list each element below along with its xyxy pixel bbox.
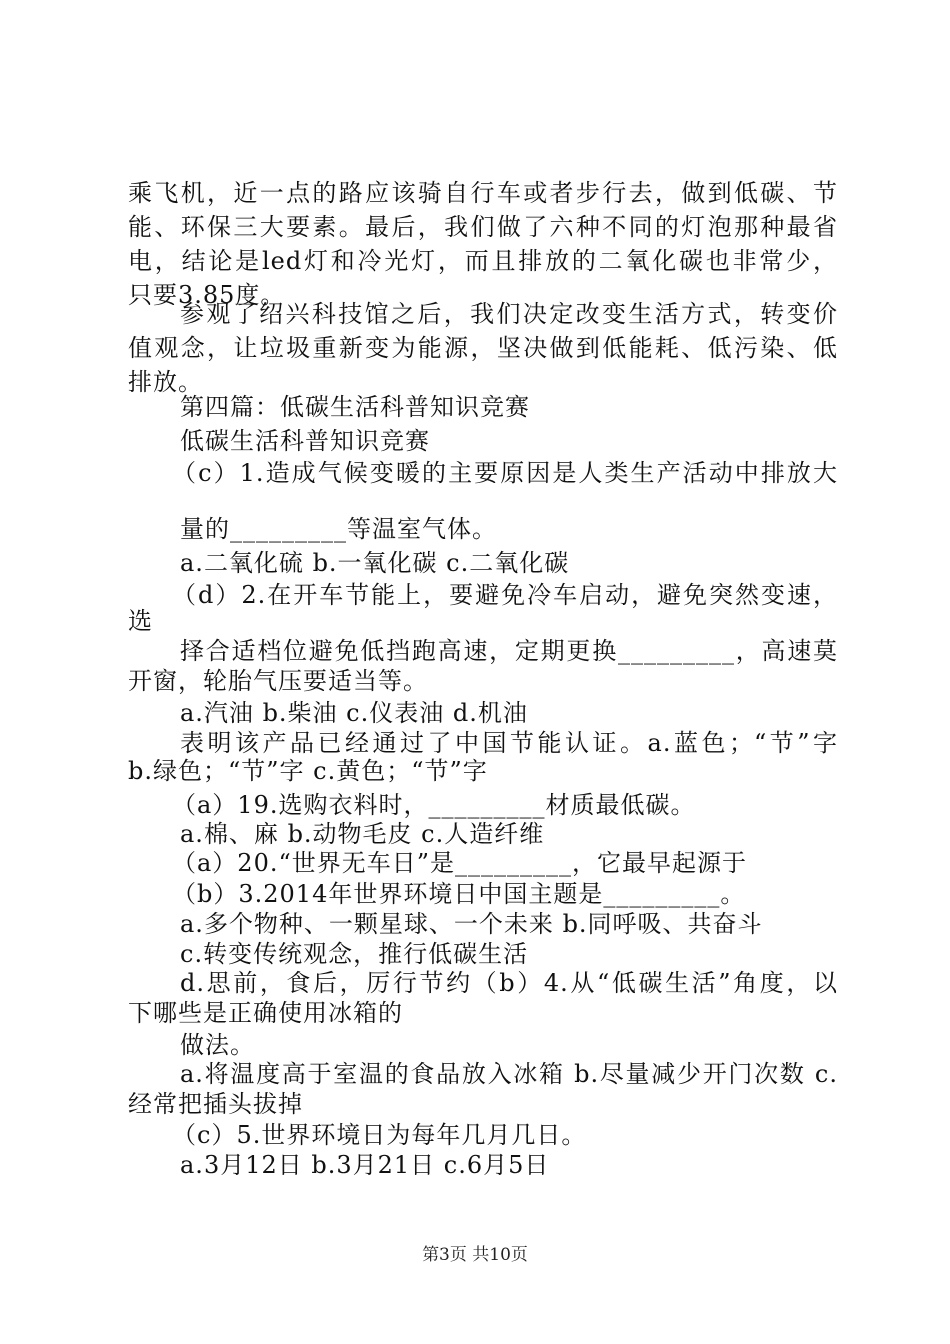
- text-line: c.转变传统观念，推行低碳生活: [180, 940, 529, 968]
- text-line: 排放。: [128, 368, 203, 396]
- text-line: a.汽油 b.柴油 c.仪表油 d.机油: [180, 699, 528, 727]
- text-line: b.绿色；“节”字 c.黄色；“节”字: [128, 757, 488, 785]
- text-line: 经常把插头拔掉: [128, 1090, 303, 1118]
- text-line: （a）19.选购衣料时，_________材质最低碳。: [172, 791, 696, 819]
- text-line: d.思前，食后，厉行节约（b）4.从“低碳生活”角度，以: [180, 969, 838, 997]
- text-line: 参观了绍兴科技馆之后，我们决定改变生活方式，转变价: [180, 300, 838, 328]
- text-line: a.二氧化硫 b.一氧化碳 c.二氧化碳: [180, 549, 570, 577]
- text-line: 量的_________等温室气体。: [180, 515, 497, 543]
- text-line: a.棉、麻 b.动物毛皮 c.人造纤维: [180, 820, 545, 848]
- text-line: a.将温度高于室温的食品放入冰箱 b.尽量减少开门次数 c.: [180, 1060, 838, 1088]
- text-line: （c）5.世界环境日为每年几月几日。: [172, 1121, 587, 1149]
- text-line: 只要3.85度。: [128, 281, 286, 309]
- text-line: 乘飞机，近一点的路应该骑自行车或者步行去，做到低碳、节: [128, 179, 838, 207]
- text-line: 电，结论是led灯和冷光灯，而且排放的二氧化碳也非常少，: [128, 247, 838, 275]
- text-line: 低碳生活科普知识竞赛: [180, 427, 430, 455]
- text-line: 下哪些是正确使用冰箱的: [128, 999, 403, 1027]
- text-line: 选: [128, 607, 153, 635]
- text-line: 做法。: [180, 1031, 255, 1059]
- text-line: （a）20.“世界无车日”是_________，它最早起源于: [172, 849, 748, 877]
- text-line: （d）2.在开车节能上，要避免冷车启动，避免突然变速，: [172, 581, 838, 609]
- text-line: 择合适档位避免低挡跑高速，定期更换_________，高速莫: [180, 637, 838, 665]
- text-line: （b）3.2014年世界环境日中国主题是_________。: [172, 880, 746, 908]
- text-line: 能、环保三大要素。最后，我们做了六种不同的灯泡那种最省: [128, 213, 838, 241]
- page-footer: 第3页 共10页: [422, 1245, 528, 1265]
- text-line: 值观念，让垃圾重新变为能源，坚决做到低能耗、低污染、低: [128, 334, 838, 362]
- text-line: a.3月12日 b.3月21日 c.6月5日: [180, 1151, 550, 1179]
- text-line: （c）1.造成气候变暖的主要原因是人类生产活动中排放大: [172, 459, 838, 487]
- text-line: a.多个物种、一颗星球、一个未来 b.同呼吸、共奋斗: [180, 910, 763, 938]
- text-line: 开窗，轮胎气压要适当等。: [128, 667, 428, 695]
- text-line: 第四篇：低碳生活科普知识竞赛: [180, 393, 530, 421]
- text-line: 表明该产品已经通过了中国节能认证。a.蓝色；“节”字: [180, 729, 838, 757]
